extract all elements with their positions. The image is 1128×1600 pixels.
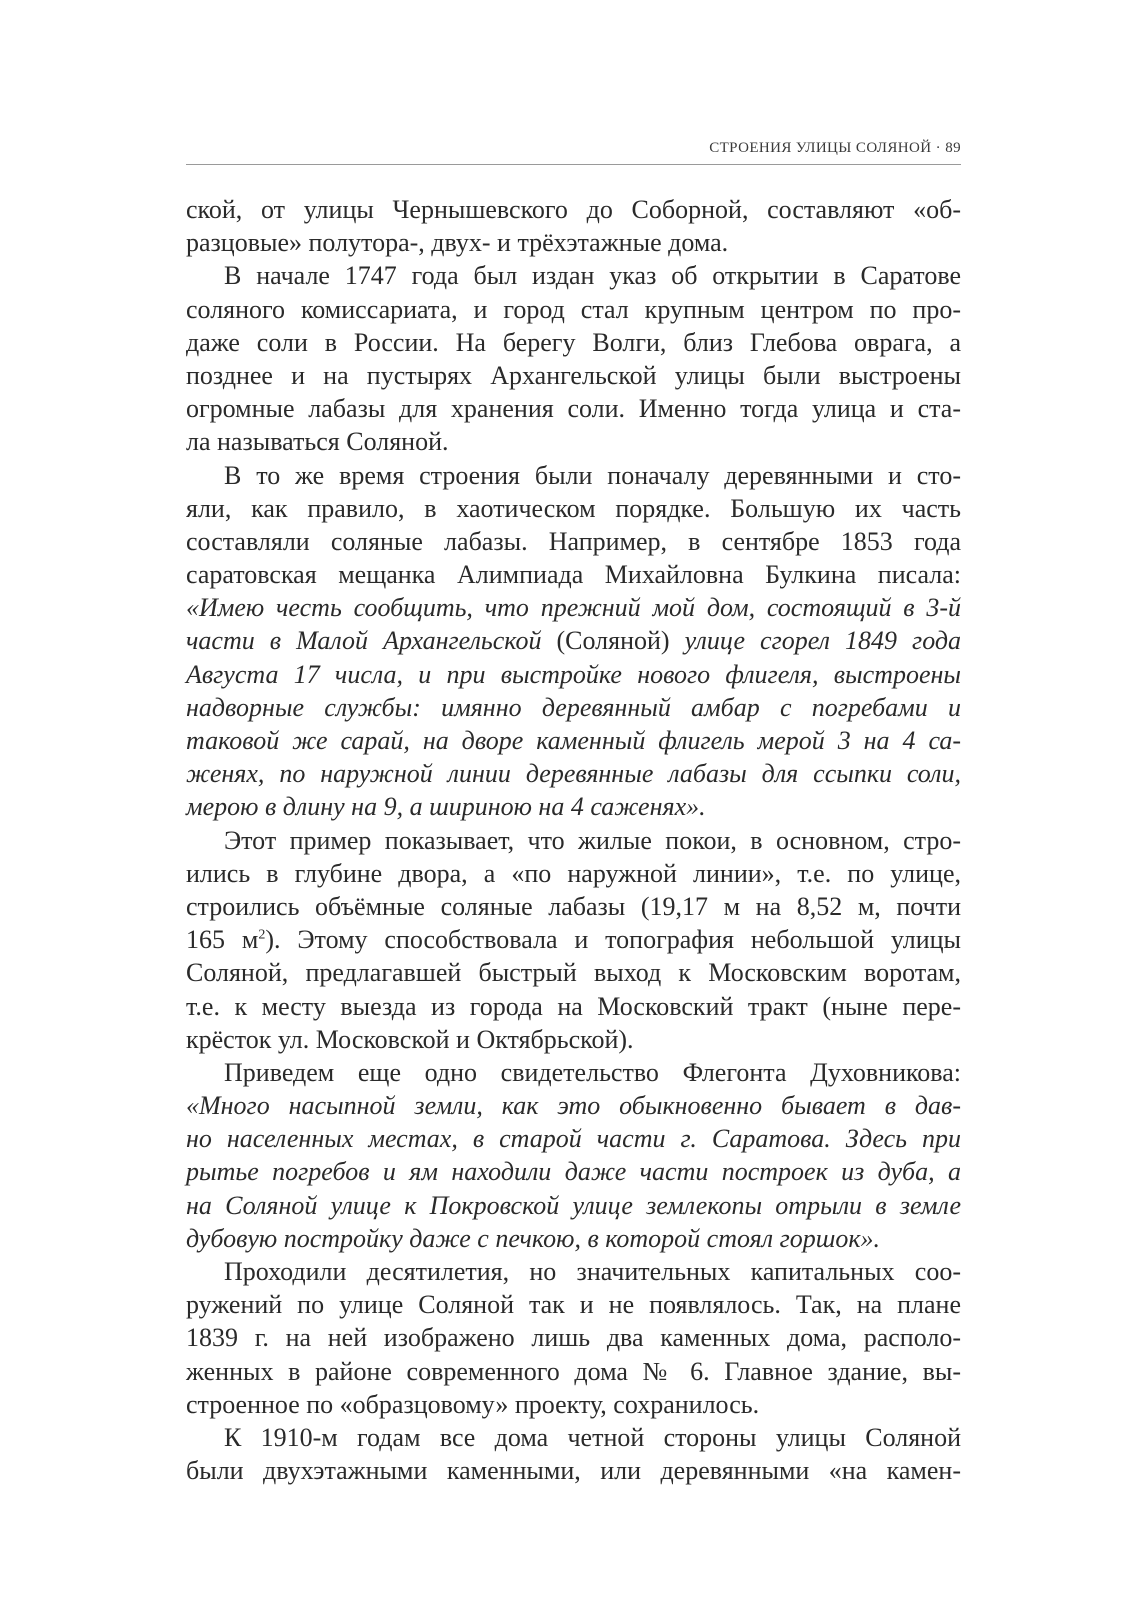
text-line xyxy=(186,1155,961,1188)
text-line xyxy=(186,591,961,624)
quote-text: надворные службы: имянно деревянный амбар с погребами и xyxy=(186,692,961,722)
text-span: даже соли в России. На берегу Волги, близ Глебова оврага, а xyxy=(186,327,961,357)
quote-text: дубовую постройку даже с печкою, в которой стоял горшок». xyxy=(186,1223,881,1253)
quote-text: мерою в длину на 9, а шириною на 4 саженях». xyxy=(186,792,706,822)
text-span: ской, от улицы Чернышевского до Соборной, составляют «об- xyxy=(186,195,961,224)
quote-text: на Соляной улице к Покровской улице землекопы отрыли в земле xyxy=(186,1190,961,1220)
text-span: Проходили десятилетия, но значительных капитальных соо- xyxy=(224,1257,961,1286)
paragraph-first-line xyxy=(186,459,961,492)
text-line xyxy=(186,658,961,691)
page-number: 89 xyxy=(945,140,961,156)
text-line xyxy=(186,293,961,326)
text-span: крёсток ул. Московской и Октябрьской). xyxy=(186,1024,634,1054)
superscript: 2 xyxy=(258,927,266,943)
quote-text: рытье погребов и ям находили даже части построек из дуба, а xyxy=(186,1157,961,1187)
quote-text: улице сгорел 1849 года xyxy=(684,626,962,656)
running-head-title: СТРОЕНИЯ УЛИЦЫ СОЛЯНОЙ xyxy=(709,140,932,156)
text-line xyxy=(186,990,961,1023)
text-span: ). Этому способствовала и топография небольшой улицы xyxy=(265,925,962,955)
text-line xyxy=(186,1454,961,1487)
text-span: В то же время строения были поначалу деревянными и сто- xyxy=(224,460,961,490)
quote-text: но населенных местах, в старой части г. Саратова. Здесь при xyxy=(186,1124,961,1154)
text-line xyxy=(186,492,961,525)
text-span: (Соляной) xyxy=(556,626,685,656)
running-head xyxy=(186,140,961,157)
text-span: Приведем еще одно свидетельство Флегонта Духовникова: xyxy=(224,1057,961,1087)
text-span: В начале 1747 года был издан указ об открытии в Саратове xyxy=(224,261,961,291)
text-line xyxy=(186,1355,961,1388)
text-line xyxy=(186,193,961,226)
text-line xyxy=(186,1089,961,1122)
text-span: строенное по «образцовому» проекту, сохранилось. xyxy=(186,1389,760,1419)
text-line xyxy=(186,890,961,923)
quote-text: женях, по наружной линии деревянные лабазы для ссыпки соли, xyxy=(186,759,961,789)
text-span: яли, как правило, в хаотическом порядке. Большую их часть xyxy=(186,493,961,523)
text-line xyxy=(186,359,961,392)
text-span: позднее и на пустырях Архангельской улицы были выстроены xyxy=(186,360,961,390)
text-line xyxy=(186,790,961,823)
text-line xyxy=(186,724,961,757)
text-line xyxy=(186,691,961,724)
text-span: 1839 г. на ней изображено лишь два каменных дома, располо- xyxy=(186,1323,961,1353)
text-line xyxy=(186,857,961,890)
text-span: т.е. к месту выезда из города на Московский тракт (ныне пере- xyxy=(186,991,961,1021)
quote-text: «Имею честь сообщить, что прежний мой дом, состоящий в 3-й xyxy=(186,593,961,623)
text-line xyxy=(186,326,961,359)
text-line xyxy=(186,1388,961,1421)
text-line xyxy=(186,1189,961,1222)
quote-text: части в Малой Архангельской xyxy=(186,626,557,656)
quote-text: «Много насыпной земли, как это обыкновенно бывает в дав- xyxy=(186,1091,961,1121)
running-head-separator: · xyxy=(931,140,946,156)
text-line xyxy=(186,1288,961,1321)
text-line xyxy=(186,558,961,591)
text-span: женных в районе современного дома № 6. Главное здание, вы- xyxy=(186,1356,961,1386)
text-line xyxy=(186,923,961,956)
paragraph-first-line xyxy=(186,1255,961,1288)
text-span: ились в глубине двора, а «по наружной линии», т.е. по улице, xyxy=(186,858,961,888)
text-line xyxy=(186,624,961,657)
paragraph-first-line xyxy=(186,1056,961,1089)
text-line xyxy=(186,226,961,259)
body-text xyxy=(186,193,961,1487)
text-line xyxy=(186,1023,961,1056)
text-line xyxy=(186,956,961,989)
text-line xyxy=(186,425,961,458)
text-span: составляли соляные лабазы. Например, в сентябре 1853 года xyxy=(186,526,961,556)
paragraph-first-line xyxy=(186,824,961,857)
text-span: были двухэтажными каменными, или деревянными «на камен- xyxy=(186,1456,961,1486)
text-span: строились объёмные соляные лабазы (19,17 м на 8,52 м, почти xyxy=(186,891,961,921)
quote-text: Августа 17 числа, и при выстройке нового флигеля, выстроены xyxy=(186,659,961,689)
text-span: ружений по улице Соляной так и не появлялось. Так, на плане xyxy=(186,1290,961,1320)
text-span: ла называться Соляной. xyxy=(186,427,449,457)
text-line xyxy=(186,1222,961,1255)
paragraph-first-line xyxy=(186,1421,961,1454)
text-span: разцовые» полутора-, двух- и трёхэтажные дома. xyxy=(186,228,729,258)
text-span: огромные лабазы для хранения соли. Именно тогда улица и ста- xyxy=(186,394,961,424)
text-span: саратовская мещанка Алимпиада Михайловна Булкина писала: xyxy=(186,560,961,590)
text-span: Соляной, предлагавшей быстрый выход к Московским воротам, xyxy=(186,958,961,988)
text-span: К 1910-м годам все дома четной стороны улицы Соляной xyxy=(224,1422,961,1452)
text-line xyxy=(186,525,961,558)
header-rule xyxy=(186,164,961,165)
quote-text: таковой же сарай, на дворе каменный флигель мерой 3 на 4 са- xyxy=(186,726,961,755)
text-span: Этот пример показывает, что жилые покои, в основном, стро- xyxy=(224,825,961,855)
text-line xyxy=(186,757,961,790)
text-span: 165 м xyxy=(186,925,259,955)
text-span: соляного комиссариата, и город стал крупным центром по про- xyxy=(186,294,961,324)
text-line xyxy=(186,1122,961,1155)
text-line xyxy=(186,1321,961,1354)
text-line xyxy=(186,392,961,425)
paragraph-first-line xyxy=(186,259,961,292)
